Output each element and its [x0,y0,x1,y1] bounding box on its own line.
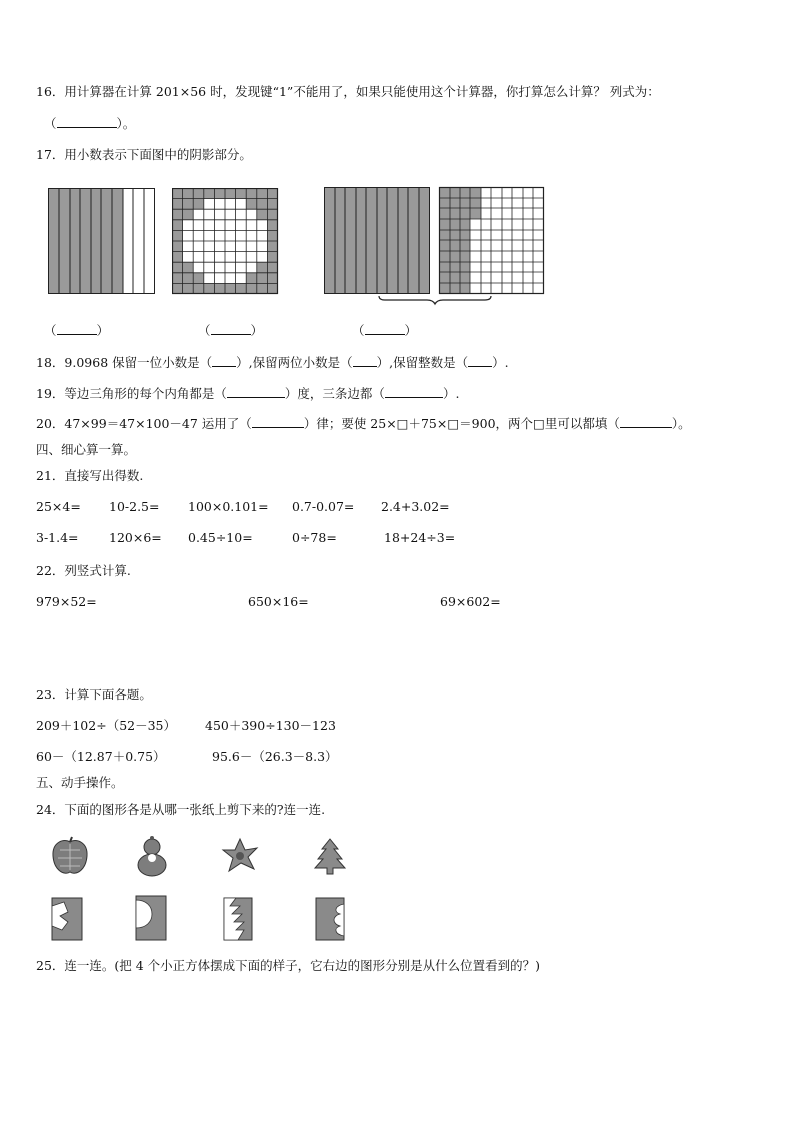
q16-blank-prefix: （ [44,116,57,131]
q18-line: 18．9.0968 保留一位小数是（ ）,保留两位小数是（ ）,保留整数是（ ）. [36,355,509,370]
q22-title: 22．列竖式计算. [36,563,131,578]
q23-r1-c2: 450＋390÷130－123 [205,718,336,733]
q17-blank-2[interactable] [211,323,251,335]
q17-figure-tenths [48,188,156,296]
q23-r2-c1: 60－（12.87＋0.75） [36,749,166,764]
q16-blank-suffix: ）。 [116,116,136,131]
tree-shape-icon[interactable] [312,836,348,876]
q18-blank-1[interactable] [212,355,236,367]
q21-r2-c5: 18+24÷3= [384,530,456,545]
section-5-heading: 五、动手操作。 [36,775,124,790]
q23-r1-c1: 209＋102÷（52－35） [36,718,177,733]
apple-shape-icon[interactable] [50,836,90,878]
q16-answer-blank[interactable] [57,116,117,128]
q21-r1-c4: 0.7-0.07= [292,499,355,514]
q22-item-2: 650×16= [248,594,309,609]
q21-r1-c1: 25×4= [36,499,81,514]
q17-blank-3[interactable] [365,323,405,335]
q20-blank-1[interactable] [252,416,304,428]
q19-line: 19．等边三角形的每个内角都是（ ）度，三条边都（ ）. [36,386,460,401]
q16-text: 16．用计算器在计算 201×56 时，发现键“1”不能用了，如果只能使用这个计算器，你打算怎么计算？ 列式为： [36,84,660,99]
q24-title: 24．下面的图形各是从哪一张纸上剪下来的?连一连. [36,802,326,817]
q25-title: 25．连一连。(把 4 个小正方体摆成下面的样子，它右边的图形分别是从什么位置看到的？) [36,958,541,973]
q17-answer-1: （ ） [44,323,110,338]
q21-r2-c2: 120×6= [109,530,162,545]
section-4-heading: 四、细心算一算。 [36,442,137,457]
q18-blank-3[interactable] [468,355,492,367]
paper-shape-1-icon[interactable] [50,896,86,942]
q21-r1-c3: 100×0.101= [188,499,269,514]
q17-figure-hundredths [172,188,280,296]
q21-r2-c4: 0÷78= [292,530,337,545]
q23-r2-c2: 95.6－（26.3－8.3） [212,749,338,764]
q19-blank-2[interactable] [385,386,443,398]
q22-item-3: 69×602= [440,594,501,609]
q21-r2-c3: 0.45÷10= [188,530,253,545]
q21-title: 21．直接写出得数. [36,468,144,483]
q19-blank-1[interactable] [227,386,285,398]
paper-shape-2-icon[interactable] [134,894,170,942]
q17-answer-2: （ ） [198,323,264,338]
q21-r1-c5: 2.4+3.02= [381,499,450,514]
q18-blank-2[interactable] [353,355,377,367]
flower-shape-icon[interactable] [220,836,260,874]
q17-blank-1[interactable] [57,323,97,335]
q21-r1-c2: 10-2.5= [109,499,160,514]
q20-blank-2[interactable] [620,416,672,428]
q22-item-1: 979×52= [36,594,97,609]
paper-shape-3-icon[interactable] [222,896,256,942]
q20-line: 20．47×99＝47×100－47 运用了（ ）律；要使 25×□＋75×□＝900，两个□里可以都填（ ）。 [36,416,691,431]
q17-answer-3: （ ） [352,323,418,338]
q17-figure-combined [323,186,547,306]
paper-shape-4-icon[interactable] [314,896,348,942]
q16-answer-line [44,116,135,132]
q23-title: 23．计算下面各题。 [36,687,152,702]
q17-text: 17．用小数表示下面图中的阴影部分。 [36,147,252,162]
brace-icon [379,296,491,304]
gourd-shape-icon[interactable] [134,836,170,878]
q21-r2-c1: 3-1.4= [36,530,79,545]
